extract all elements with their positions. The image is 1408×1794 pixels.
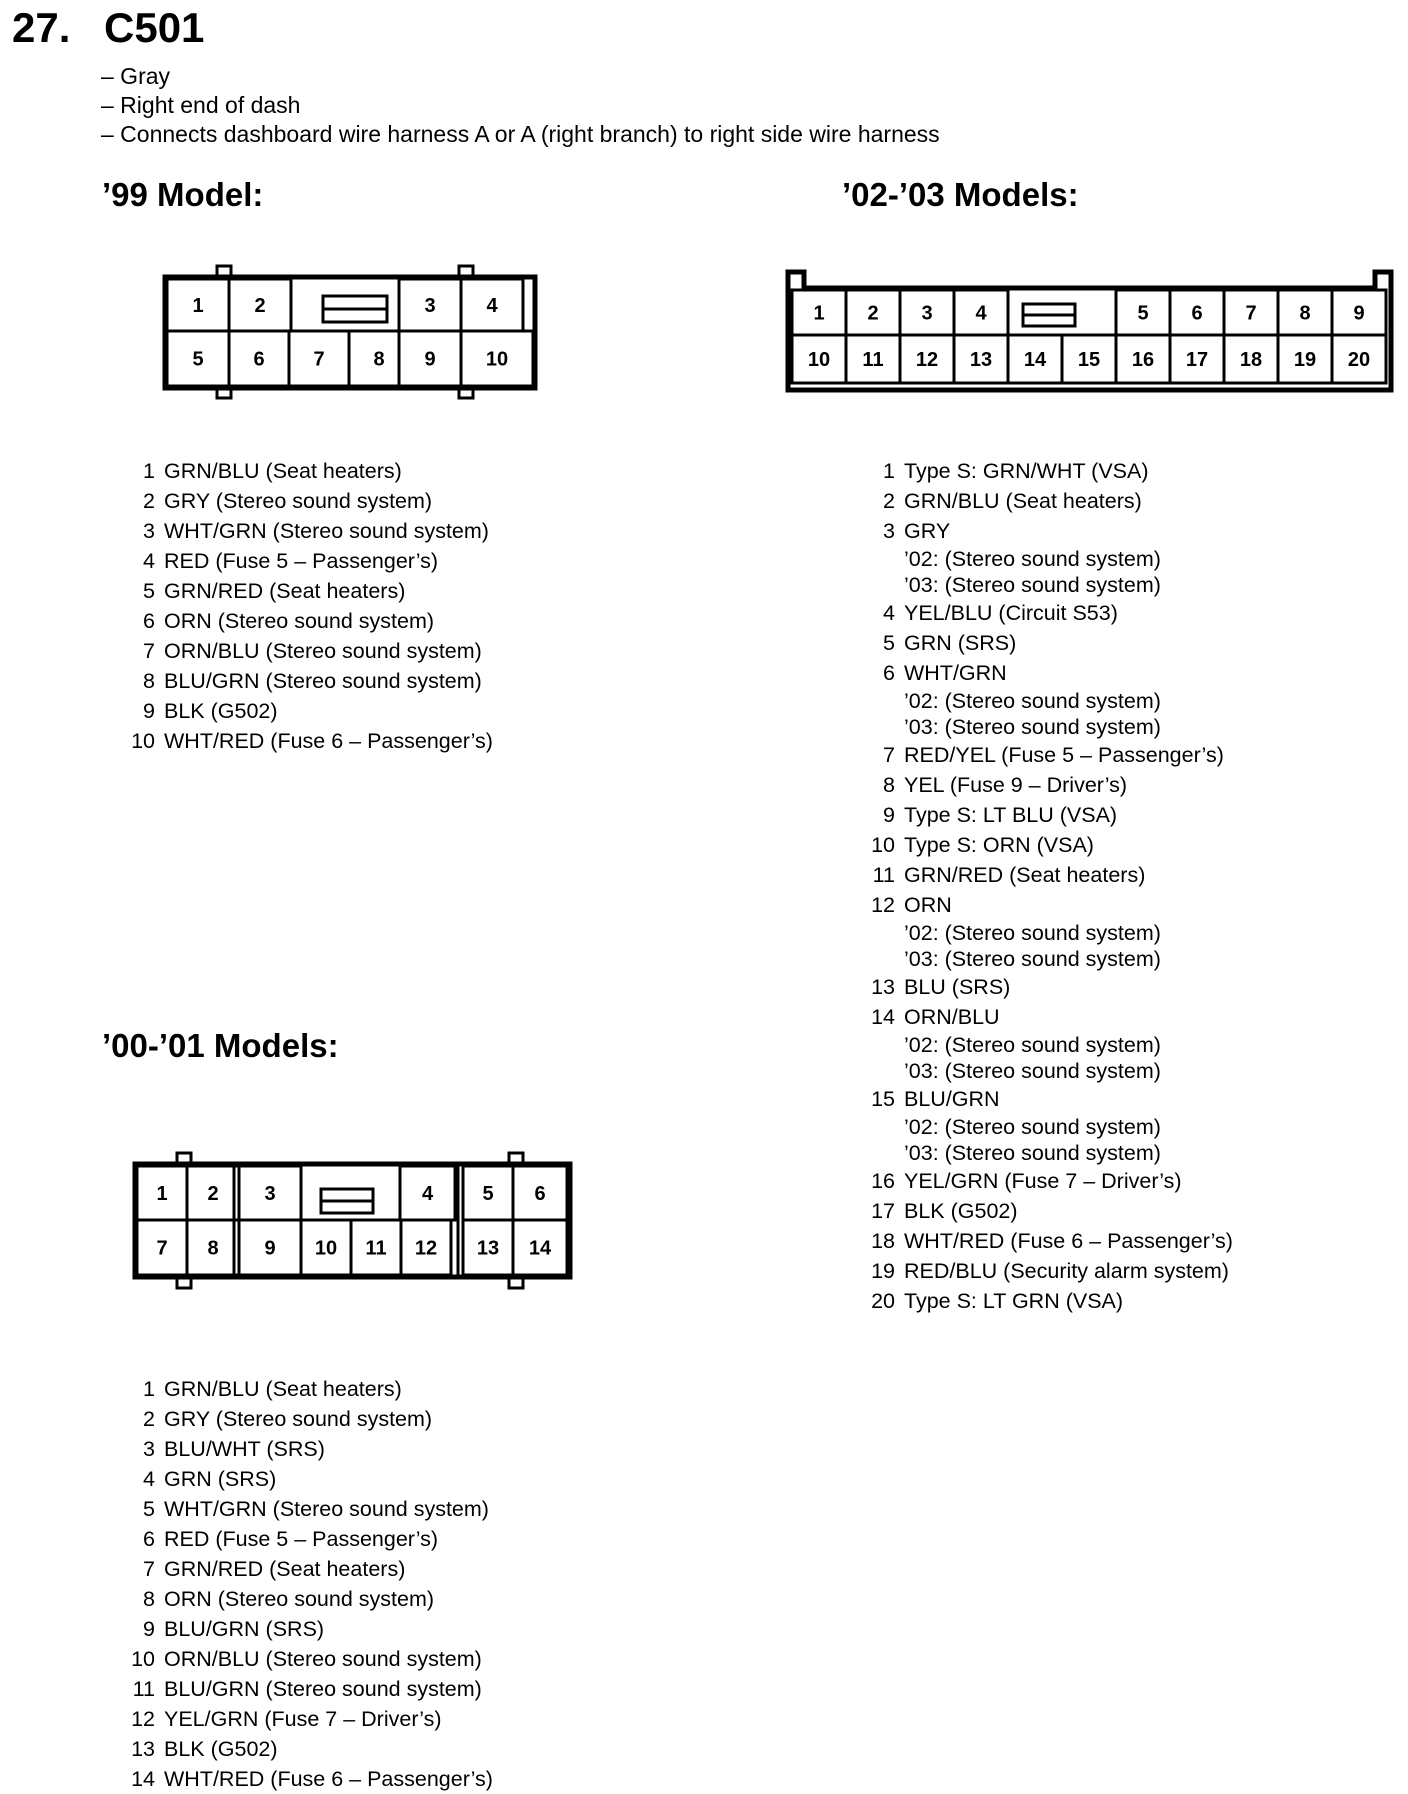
pin-description: RED (Fuse 5 – Passenger’s): [164, 1527, 439, 1551]
pin-number: 16: [871, 1169, 895, 1193]
pin-sub-description: ’02: (Stereo sound system): [904, 921, 1161, 945]
pin-entry: [130, 1464, 493, 1494]
pin-list-99: [130, 456, 493, 756]
pin-number: 18: [871, 1229, 895, 1253]
pin-description: GRN/BLU (Seat heaters): [904, 489, 1142, 513]
pin-entry: [130, 1704, 493, 1734]
pin-number: 8: [883, 773, 895, 797]
pin-number-label: 5: [482, 1183, 494, 1205]
pin-description: BLU/GRN (Stereo sound system): [164, 1677, 482, 1701]
pin-description: ORN/BLU (Stereo sound system): [164, 1647, 482, 1671]
pin-entry: [130, 1614, 493, 1644]
pin-entry: [130, 1494, 493, 1524]
pin-entry: [870, 1256, 1233, 1286]
pin-entry: [130, 1764, 493, 1794]
pin-number-label: 20: [1347, 349, 1371, 371]
pin-number: 7: [883, 743, 895, 767]
pin-description: BLU/GRN: [904, 1087, 1000, 1111]
pin-description: ORN/BLU: [904, 1005, 1000, 1029]
pin-entry: [130, 1434, 493, 1464]
pin-entry: [130, 726, 493, 756]
pin-number: 6: [883, 661, 895, 685]
pin-sub-description: ’02: (Stereo sound system): [904, 689, 1161, 713]
pin-entry: [870, 1002, 1233, 1084]
pin-number: 1: [143, 1377, 155, 1401]
pin-number-label: 7: [313, 348, 325, 371]
description-color: – Gray: [101, 63, 171, 89]
pin-description: YEL/GRN (Fuse 7 – Driver’s): [904, 1169, 1182, 1193]
description-connection: – Connects dashboard wire harness A or A (right branch) to right side wire harness: [101, 121, 940, 147]
pin-description: YEL (Fuse 9 – Driver’s): [904, 773, 1128, 797]
description-location: – Right end of dash: [101, 92, 301, 118]
pin-number-label: 4: [975, 302, 987, 325]
pin-number-label: 11: [365, 1237, 387, 1260]
connector-diagram-02-03: [780, 266, 1400, 396]
pin-description: WHT/RED (Fuse 6 – Passenger’s): [164, 729, 493, 753]
pin-entry: [870, 628, 1233, 658]
pin-entry: [130, 1404, 493, 1434]
section-number: 27.: [12, 4, 71, 51]
pin-entry: [870, 1166, 1233, 1196]
pin-number: 5: [883, 631, 895, 655]
pin-number-label: 12: [915, 349, 939, 371]
pin-description: WHT/GRN (Stereo sound system): [164, 519, 489, 543]
pin-description: BLK (G502): [164, 1737, 278, 1761]
pin-number-label: 11: [862, 349, 884, 371]
pin-number: 7: [143, 639, 155, 663]
pin-description: ORN (Stereo sound system): [164, 1587, 435, 1611]
pin-sub-description: ’02: (Stereo sound system): [904, 1115, 1161, 1139]
pin-number: 9: [883, 803, 895, 827]
pin-number: 3: [143, 1437, 155, 1461]
pin-entry: [870, 860, 1233, 890]
locking-tab: [321, 1189, 373, 1213]
pin-entry: [130, 1674, 493, 1704]
pin-number: 4: [883, 601, 895, 625]
pin-entry: [130, 1584, 493, 1614]
pin-number-label: 1: [156, 1183, 168, 1205]
pin-number-label: 3: [264, 1183, 276, 1205]
pin-number-label: 16: [1131, 349, 1155, 371]
locking-tab: [1023, 304, 1075, 326]
pin-entry: [870, 1226, 1233, 1256]
pin-number: 4: [143, 549, 155, 573]
connector-diagram-99: [155, 266, 545, 401]
pin-entry: [870, 770, 1233, 800]
pin-number-label: 1: [813, 302, 825, 325]
pin-number-label: 2: [254, 295, 266, 317]
pin-sub-description: ’03: (Stereo sound system): [904, 947, 1161, 971]
pin-number: 12: [131, 1707, 155, 1731]
pin-description: WHT/RED (Fuse 6 – Passenger’s): [164, 1767, 493, 1791]
pin-description: GRY (Stereo sound system): [164, 1407, 433, 1431]
connector-description: [101, 62, 940, 149]
pin-description: GRY: [904, 519, 951, 543]
pin-number-label: 19: [1293, 349, 1317, 371]
pin-number-label: 10: [807, 349, 831, 371]
pin-number-label: 13: [969, 349, 993, 371]
pin-entry: [870, 486, 1233, 516]
pin-description: GRN (SRS): [904, 631, 1017, 655]
pin-number-label: 13: [476, 1237, 500, 1260]
pin-number: 6: [143, 609, 155, 633]
pin-description: BLU (SRS): [904, 975, 1011, 999]
pin-description: Type S: LT BLU (VSA): [904, 803, 1118, 827]
pin-entry: [130, 456, 493, 486]
pin-number: 15: [871, 1087, 895, 1111]
pin-entry: [130, 1734, 493, 1764]
pin-entry: [130, 636, 493, 666]
pin-number-label: 10: [485, 348, 509, 371]
pin-number-label: 7: [1245, 302, 1257, 325]
pin-entry: [870, 890, 1233, 972]
pin-description: GRY (Stereo sound system): [164, 489, 433, 513]
pin-entry: [130, 1374, 493, 1404]
pin-entry: [130, 516, 493, 546]
pin-number-label: 14: [528, 1237, 552, 1260]
pin-description: GRN/RED (Seat heaters): [904, 863, 1146, 887]
pin-number: 10: [871, 833, 895, 857]
locking-tab: [323, 296, 387, 322]
pin-number: 13: [131, 1737, 155, 1761]
pin-description: BLK (G502): [164, 699, 278, 723]
pin-sub-description: ’03: (Stereo sound system): [904, 573, 1161, 597]
pin-description: BLK (G502): [904, 1199, 1018, 1223]
pin-number: 5: [143, 579, 155, 603]
pin-number: 8: [143, 1587, 155, 1611]
pin-number-label: 10: [314, 1237, 338, 1260]
pin-list-02-03: [870, 456, 1233, 1316]
pin-entry: [130, 486, 493, 516]
pin-entry: [130, 666, 493, 696]
pin-number-label: 12: [414, 1237, 438, 1260]
pin-number: 17: [871, 1199, 895, 1223]
pin-description: GRN/RED (Seat heaters): [164, 1557, 406, 1581]
pin-entry: [130, 576, 493, 606]
pin-number: 19: [871, 1259, 895, 1283]
pin-entry: [870, 1196, 1233, 1226]
pin-number: 20: [871, 1289, 895, 1313]
pin-number-label: 5: [192, 348, 204, 371]
pin-number: 8: [143, 669, 155, 693]
pin-entry: [130, 1524, 493, 1554]
pin-number-label: 6: [253, 348, 265, 371]
pin-description: BLU/GRN (Stereo sound system): [164, 669, 482, 693]
pin-entry: [130, 606, 493, 636]
pin-number: 10: [131, 729, 155, 753]
pin-entry: [870, 456, 1233, 486]
pin-number: 14: [871, 1005, 895, 1029]
pin-number-label: 9: [424, 348, 436, 371]
pin-number: 5: [143, 1497, 155, 1521]
pin-number-label: 9: [1353, 302, 1365, 325]
pin-number: 3: [883, 519, 895, 543]
pin-description: WHT/GRN: [904, 661, 1007, 685]
pin-number-label: 6: [1191, 302, 1203, 325]
pin-entry: [870, 598, 1233, 628]
pin-description: GRN/BLU (Seat heaters): [164, 459, 402, 483]
pin-sub-description: ’02: (Stereo sound system): [904, 1033, 1161, 1057]
pin-number: 10: [131, 1647, 155, 1671]
connector-id: C501: [104, 4, 205, 51]
pin-description: Type S: LT GRN (VSA): [904, 1289, 1124, 1313]
pin-description: ORN: [904, 893, 952, 917]
pin-description: WHT/RED (Fuse 6 – Passenger’s): [904, 1229, 1233, 1253]
pin-number-label: 18: [1239, 349, 1263, 371]
pin-sub-description: ’03: (Stereo sound system): [904, 1059, 1161, 1083]
pin-number: 2: [143, 489, 155, 513]
pin-number-label: 2: [867, 302, 879, 325]
pin-number-label: 8: [207, 1237, 219, 1260]
pin-number: 9: [143, 1617, 155, 1641]
pin-sub-description: ’03: (Stereo sound system): [904, 715, 1161, 739]
pin-number-label: 7: [156, 1237, 168, 1260]
pin-number-label: 1: [192, 295, 204, 317]
pin-entry: [870, 1286, 1233, 1316]
pin-entry: [870, 800, 1233, 830]
pin-number: 1: [143, 459, 155, 483]
pin-number: 3: [143, 519, 155, 543]
pin-sub-description: ’02: (Stereo sound system): [904, 547, 1161, 571]
pin-description: Type S: GRN/WHT (VSA): [904, 459, 1149, 483]
pin-number: 12: [871, 893, 895, 917]
pin-number-label: 6: [534, 1183, 546, 1205]
pin-description: GRN/BLU (Seat heaters): [164, 1377, 402, 1401]
pin-number: 11: [132, 1677, 155, 1701]
pin-description: YEL/BLU (Circuit S53): [904, 601, 1118, 625]
pin-number-label: 17: [1185, 349, 1209, 371]
connector-title: [12, 4, 204, 52]
section-title-00-01: ’00-’01 Models:: [102, 1027, 339, 1064]
pin-entry: [130, 1644, 493, 1674]
pin-description: ORN (Stereo sound system): [164, 609, 435, 633]
pin-description: RED/BLU (Security alarm system): [904, 1259, 1229, 1283]
pin-number-label: 4: [421, 1183, 434, 1205]
pin-number: 2: [883, 489, 895, 513]
pin-number-label: 3: [921, 302, 933, 325]
pin-description: Type S: ORN (VSA): [904, 833, 1094, 857]
pin-number: 2: [143, 1407, 155, 1431]
pin-number-label: 4: [486, 295, 498, 317]
pin-number: 7: [143, 1557, 155, 1581]
pin-number-label: 8: [373, 348, 385, 371]
pin-entry: [870, 1084, 1233, 1166]
pin-description: GRN/RED (Seat heaters): [164, 579, 406, 603]
pin-sub-description: ’03: (Stereo sound system): [904, 1141, 1161, 1165]
pin-number-label: 8: [1299, 302, 1311, 325]
pin-description: WHT/GRN (Stereo sound system): [164, 1497, 489, 1521]
pin-entry: [870, 516, 1233, 598]
pin-number: 14: [131, 1767, 155, 1791]
pin-entry: [130, 546, 493, 576]
pin-number-label: 2: [207, 1183, 219, 1205]
pin-description: RED (Fuse 5 – Passenger’s): [164, 549, 439, 573]
pin-number: 6: [143, 1527, 155, 1551]
section-title-02-03: ’02-’03 Models:: [842, 176, 1079, 213]
pin-entry: [870, 972, 1233, 1002]
pin-number-label: 9: [264, 1237, 276, 1260]
pin-number: 1: [883, 459, 895, 483]
pin-entry: [130, 1554, 493, 1584]
pin-entry: [870, 658, 1233, 740]
pin-number-label: 14: [1023, 349, 1047, 371]
pin-number-label: 15: [1077, 349, 1101, 371]
pin-entry: [130, 696, 493, 726]
pin-description: GRN (SRS): [164, 1467, 277, 1491]
pin-description: BLU/WHT (SRS): [164, 1437, 325, 1461]
pin-entry: [870, 830, 1233, 860]
pin-description: RED/YEL (Fuse 5 – Passenger’s): [904, 743, 1224, 767]
pin-number: 13: [871, 975, 895, 999]
pin-description: BLU/GRN (SRS): [164, 1617, 325, 1641]
connector-diagram-00-01: [125, 1153, 575, 1288]
pin-number: 11: [872, 863, 895, 887]
section-title-99: ’99 Model:: [102, 176, 264, 213]
pin-number: 4: [143, 1467, 155, 1491]
pin-number-label: 3: [424, 295, 436, 317]
pin-entry: [870, 740, 1233, 770]
pin-number-label: 5: [1137, 302, 1149, 325]
pin-description: ORN/BLU (Stereo sound system): [164, 639, 482, 663]
pin-number: 9: [143, 699, 155, 723]
pin-description: YEL/GRN (Fuse 7 – Driver’s): [164, 1707, 442, 1731]
pin-list-00-01: [130, 1374, 493, 1794]
